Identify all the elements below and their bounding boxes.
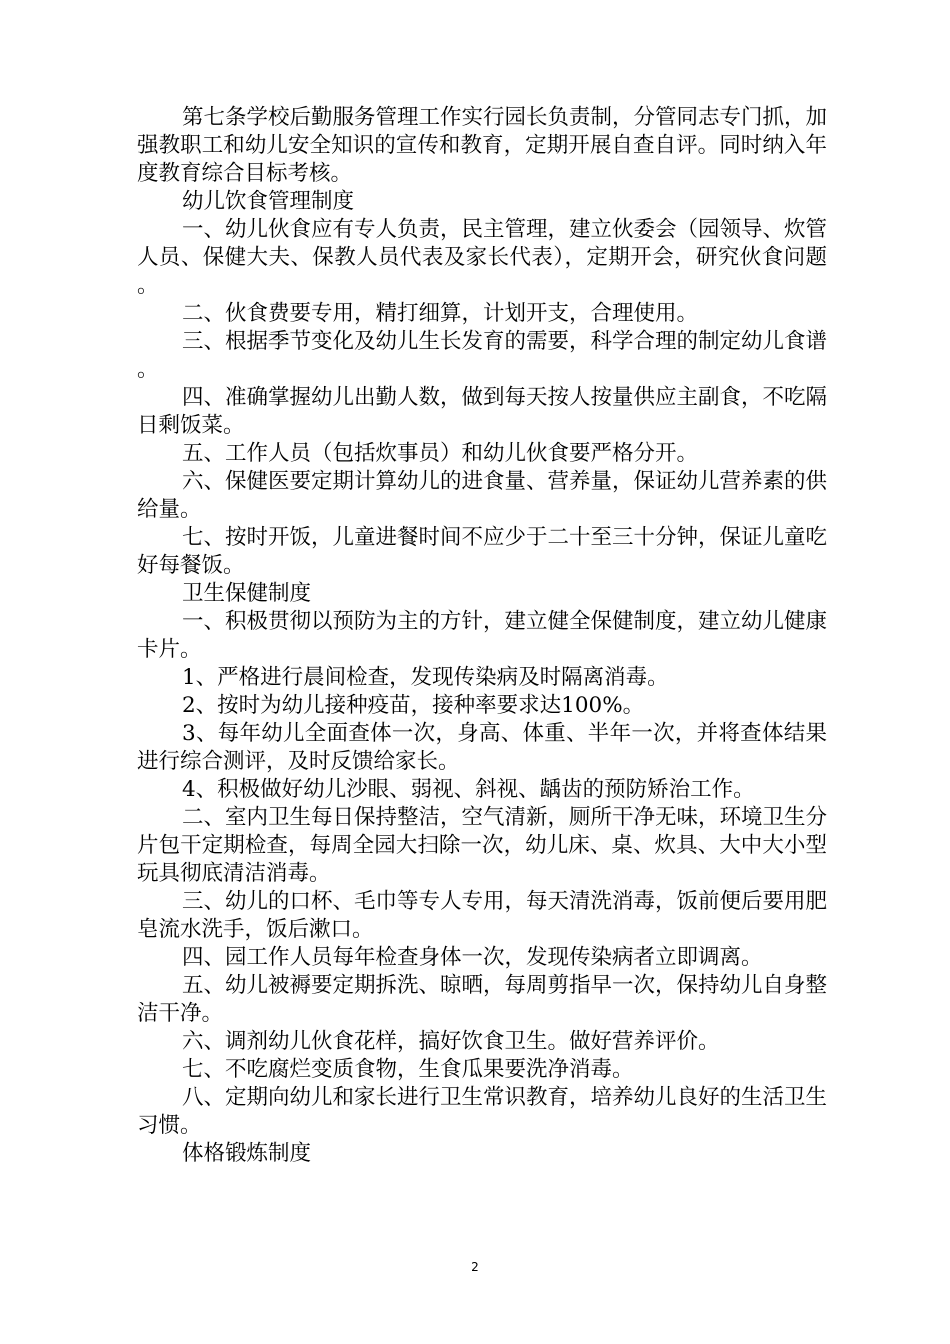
health-rule-4: 四、园工作人员每年检查身体一次，发现传染病者立即调离。 [182, 945, 763, 970]
health-rule-2: 二、室内卫生每日保持整洁，空气清新，厕所干净无味，环境卫生分片包干定期检查，每周全园大扫除一次，幼儿床、桌、炊具、大中大小型玩具彻底清洁消毒。 [137, 805, 828, 886]
diet-rule-2: 二、伙食费要专用，精打细算，计划开支，合理使用。 [182, 301, 699, 326]
health-subrule-4: 4、积极做好幼儿沙眼、弱视、斜视、龋齿的预防矫治工作。 [182, 777, 755, 802]
page-number: 2 [471, 1260, 479, 1274]
diet-rule-5: 五、工作人员（包括炊事员）和幼儿伙食要严格分开。 [182, 441, 699, 466]
health-subrule-3: 3、每年幼儿全面查体一次，身高、体重、半年一次，并将查体结果进行综合测评，及时反馈给家长。 [137, 721, 827, 774]
diet-rule-4: 四、准确掌握幼儿出勤人数，做到每天按人按量供应主副食，不吃隔日剩饭菜。 [137, 385, 828, 438]
diet-rule-7: 七、按时开饭，儿童进餐时间不应少于二十至三十分钟，保证儿童吃好每餐饭。 [137, 525, 828, 578]
health-subrule-1: 1、严格进行晨间检查，发现传染病及时隔离消毒。 [182, 665, 669, 690]
health-rule-1: 一、积极贯彻以预防为主的方针，建立健全保健制度，建立幼儿健康卡片。 [137, 609, 828, 662]
diet-rule-3: 三、根据季节变化及幼儿生长发育的需要，科学合理的制定幼儿食谱。 [137, 329, 828, 382]
section-heading-health: 卫生保健制度 [182, 581, 312, 606]
health-rule-3: 三、幼儿的口杯、毛巾等专人专用，每天清洗消毒，饭前便后要用肥皂流水洗手，饭后漱口。 [137, 889, 828, 942]
section-heading-exercise: 体格锻炼制度 [182, 1141, 312, 1166]
health-subrule-2: 2、按时为幼儿接种疫苗，接种率要求达100%。 [182, 693, 645, 718]
diet-rule-1: 一、幼儿伙食应有专人负责，民主管理，建立伙委会（园领导、炊管人员、保健大夫、保教人员代表及家长代表），定期开会，研究伙食问题。 [137, 217, 828, 298]
diet-rule-6: 六、保健医要定期计算幼儿的进食量、营养量，保证幼儿营养素的供给量。 [137, 469, 828, 522]
health-rule-7: 七、不吃腐烂变质食物，生食瓜果要洗净消毒。 [182, 1057, 634, 1082]
health-rule-5: 五、幼儿被褥要定期拆洗、晾晒，每周剪指早一次，保持幼儿自身整洁干净。 [137, 973, 828, 1026]
section-heading-diet: 幼儿饮食管理制度 [182, 189, 355, 214]
article-seven-paragraph: 第七条学校后勤服务管理工作实行园长负责制，分管同志专门抓，加强教职工和幼儿安全知识的宣传和教育，定期开展自查自评。同时纳入年度教育综合目标考核。 [137, 105, 828, 186]
document-body [137, 104, 827, 1168]
health-rule-8: 八、定期向幼儿和家长进行卫生常识教育，培养幼儿良好的生活卫生习惯。 [137, 1085, 828, 1138]
health-rule-6: 六、调剂幼儿伙食花样，搞好饮食卫生。做好营养评价。 [182, 1029, 720, 1054]
